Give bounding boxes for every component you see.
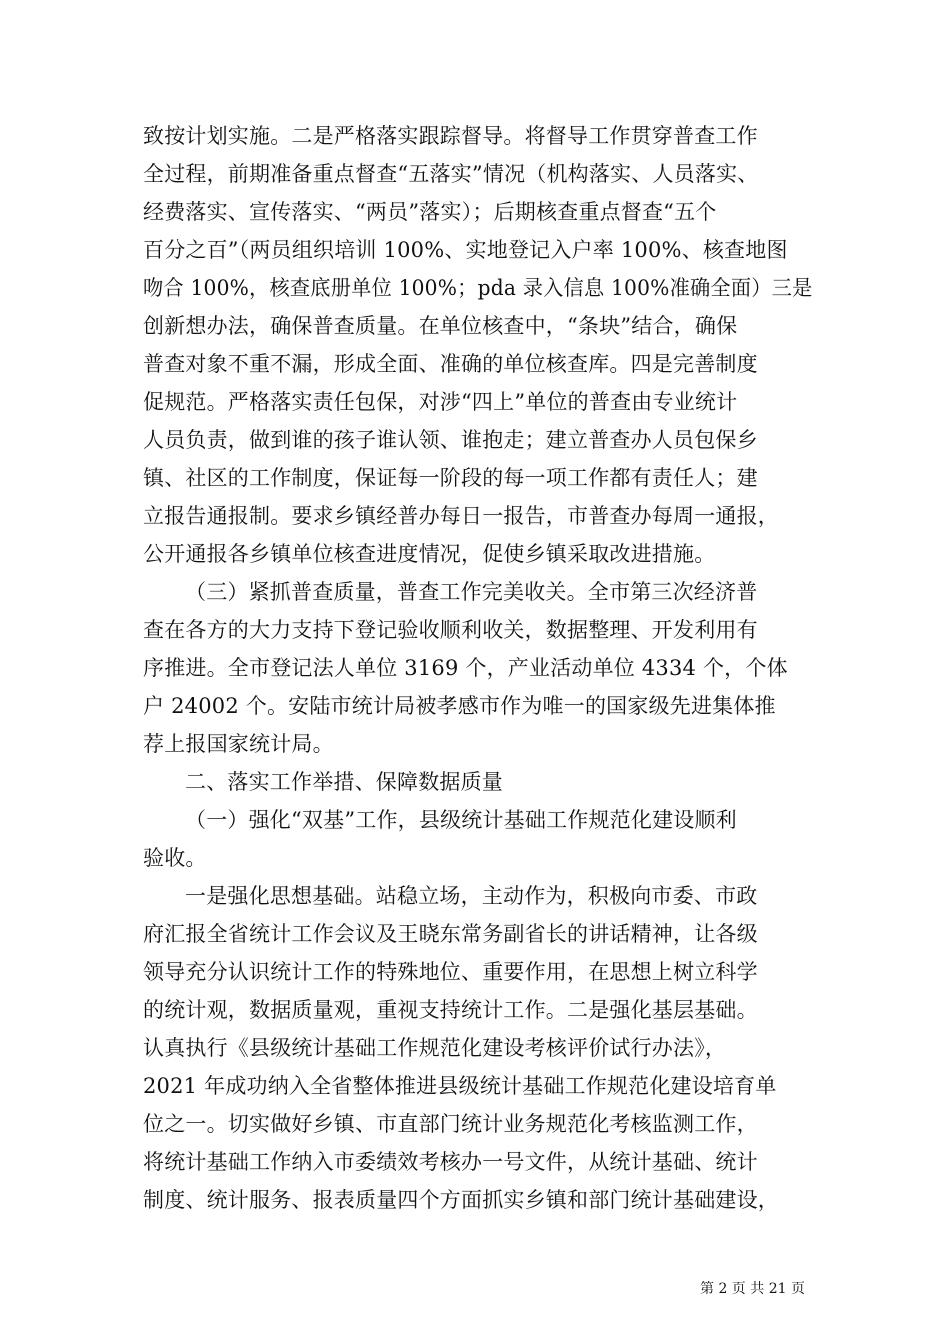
text-line: 府汇报全省统计工作会议及王晓东常务副省长的讲话精神，让各级 [143, 922, 758, 946]
subsection-heading: （一）强化“双基”工作，县级统计基础工作规范化建设顺利 [185, 808, 737, 832]
text-line: 领导充分认识统计工作的特殊地位、重要作用，在思想上树立科学 [143, 960, 758, 984]
text-line: 将统计基础工作纳入市委绩效考核办一号文件，从统计基础、统计 [143, 1150, 758, 1174]
text-line: 公开通报各乡镇单位核查进度情况，促使乡镇采取改进措施。 [143, 542, 716, 566]
paragraph-start: 一是强化思想基础。站稳立场，主动作为，积极向市委、市政 [185, 884, 758, 908]
text-line: 序推进。全市登记法人单位 3169 个，产业活动单位 4334 个，个体 [143, 656, 788, 680]
text-line: 认真执行《县级统计基础工作规范化建设考核评价试行办法》， [143, 1036, 727, 1060]
text-line: 荐上报国家统计局。 [143, 732, 334, 756]
text-line: 查在各方的大力支持下登记验收顺利收关，数据整理、开发利用有 [143, 618, 758, 642]
section-heading: （三）紧抓普查质量，普查工作完美收关。全市第三次经济普 [185, 580, 758, 604]
text-line: 创新想办法，确保普查质量。在单位核查中，“条块”结合，确保 [143, 314, 738, 338]
text-line: 百分之百”（两员组织培训 100%、实地登记入户率 100%、核查地图 [143, 238, 788, 262]
text-line: 镇、社区的工作制度，保证每一阶段的每一项工作都有责任人；建 [143, 466, 758, 490]
text-line: 制度、统计服务、报表质量四个方面抓实乡镇和部门统计基础建设， [143, 1188, 779, 1212]
text-line: 经费落实、宣传落实、“两员”落实）；后期核查重点督查“五个 [143, 200, 717, 224]
text-line: 的统计观，数据质量观，重视支持统计工作。二是强化基层基础。 [143, 998, 758, 1022]
text-line: 2021 年成功纳入全省整体推进县级统计基础工作规范化建设培育单 [143, 1074, 777, 1098]
text-line: 全过程，前期准备重点督查“五落实”情况（机构落实、人员落实、 [143, 162, 759, 186]
text-line: 验收。 [143, 846, 207, 870]
text-line: 立报告通报制。要求乡镇经普办每日一报告，市普查办每周一通报， [143, 504, 779, 528]
text-line: 位之一。切实做好乡镇、市直部门统计业务规范化考核监测工作， [143, 1112, 758, 1136]
text-line: 普查对象不重不漏，形成全面、准确的单位核查库。四是完善制度 [143, 352, 758, 376]
text-line: 人员负责，做到谁的孩子谁认领、谁抱走；建立普查办人员包保乡 [143, 428, 758, 452]
text-line: 吻合 100%，核查底册单位 100%；pda 录入信息 100%准确全面）三是 [143, 276, 813, 300]
page-number: 第 2 页 共 21 页 [700, 1281, 805, 1297]
text-line: 户 24002 个。安陆市统计局被孝感市作为唯一的国家级先进集体推 [143, 694, 776, 718]
section-heading: 二、落实工作举措、保障数据质量 [185, 770, 503, 794]
text-line: 致按计划实施。二是严格落实跟踪督导。将督导工作贯穿普查工作 [143, 124, 758, 148]
text-line: 促规范。严格落实责任包保，对涉“四上”单位的普查由专业统计 [143, 390, 738, 414]
